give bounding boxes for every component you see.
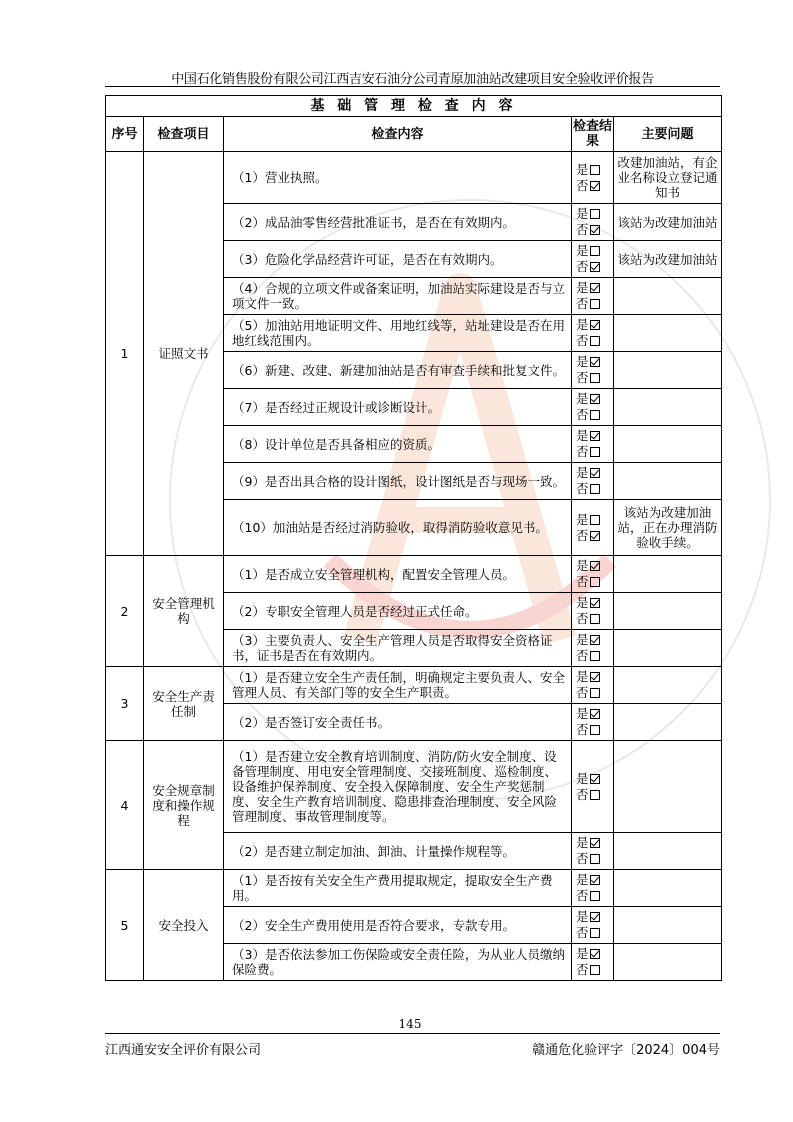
check-result	[572, 463, 614, 500]
table-row	[106, 870, 722, 907]
check-result	[572, 704, 614, 741]
check-content: （2）是否建立制定加油、卸油、计量操作规程等。	[224, 833, 572, 870]
report-header: 中国石化销售股份有限公司江西吉安石油分公司青原加油站改建项目安全验收评价报告	[171, 72, 654, 87]
check-content: （4）合规的立项文件或备案证明，加油站实际建设是否与立项文件一致。	[224, 278, 572, 315]
yes-label: 是	[576, 428, 589, 443]
page-number: 145	[398, 1017, 422, 1031]
table-row	[106, 556, 722, 593]
no-label: 否	[576, 962, 589, 977]
check-content: （2）专职安全管理人员是否经过正式任命。	[224, 593, 572, 630]
no-checkbox[interactable]	[590, 299, 600, 309]
yes-label: 是	[576, 465, 589, 480]
main-problem	[614, 630, 722, 667]
main-problem	[614, 870, 722, 907]
no-label: 否	[576, 685, 589, 700]
check-result	[572, 944, 614, 981]
main-problem: 该站为改建加油站	[614, 241, 722, 278]
inspection-table	[105, 95, 722, 981]
no-label: 否	[576, 296, 589, 311]
check-result	[572, 556, 614, 593]
check-content: （1）是否建立安全生产责任制，明确规定主要负责人、安全管理人员、有关部门等的安全生产职责。	[224, 667, 572, 704]
check-result	[572, 593, 614, 630]
no-checkbox[interactable]	[590, 447, 600, 457]
no-label: 否	[576, 222, 589, 237]
main-problem: 该站为改建加油站	[614, 204, 722, 241]
yes-label: 是	[576, 595, 589, 610]
yes-checkbox[interactable]	[590, 394, 600, 404]
main-problem	[614, 907, 722, 944]
group-item: 安全生产责任制	[144, 667, 224, 741]
check-content: （6）新建、改建、新建加油站是否有审查手续和批复文件。	[224, 352, 572, 389]
no-checkbox[interactable]	[590, 928, 600, 938]
check-content: （1）是否按有关安全生产费用提取规定，提取安全生产费用。	[224, 870, 572, 907]
no-label: 否	[576, 722, 589, 737]
yes-label: 是	[576, 770, 589, 786]
yes-checkbox[interactable]	[590, 672, 600, 682]
no-checkbox[interactable]	[590, 181, 600, 191]
yes-checkbox[interactable]	[590, 598, 600, 608]
check-result	[572, 907, 614, 944]
no-checkbox[interactable]	[590, 410, 600, 420]
group-number: 5	[106, 870, 144, 981]
yes-checkbox[interactable]	[590, 635, 600, 645]
table-body	[106, 152, 722, 981]
check-content: （8）设计单位是否具备相应的资质。	[224, 426, 572, 463]
check-content: （3）主要负责人、安全生产管理人员是否取得安全资格证书，证书是否在有效期内。	[224, 630, 572, 667]
col-header-item: 检查项目	[144, 117, 224, 152]
check-result	[572, 426, 614, 463]
check-result	[572, 630, 614, 667]
check-content: （7）是否经过正规设计或诊断设计。	[224, 389, 572, 426]
check-content: （2）是否签订安全责任书。	[224, 704, 572, 741]
yes-label: 是	[576, 909, 589, 924]
no-label: 否	[576, 851, 589, 866]
no-label: 否	[576, 648, 589, 663]
yes-checkbox[interactable]	[590, 431, 600, 441]
group-item: 安全管理机构	[144, 556, 224, 667]
yes-checkbox[interactable]	[590, 357, 600, 367]
no-checkbox[interactable]	[590, 225, 600, 235]
yes-label: 是	[576, 317, 589, 332]
check-result	[572, 500, 614, 556]
check-content: （2）安全生产费用使用是否符合要求，专款专用。	[224, 907, 572, 944]
no-label: 否	[576, 925, 589, 940]
col-header-no: 序号	[106, 117, 144, 152]
no-checkbox[interactable]	[590, 484, 600, 494]
no-label: 否	[576, 407, 589, 422]
no-label: 否	[576, 370, 589, 385]
check-result	[572, 870, 614, 907]
yes-checkbox[interactable]	[590, 246, 600, 256]
table-row	[106, 152, 722, 204]
check-result	[572, 667, 614, 704]
yes-label: 是	[576, 354, 589, 369]
col-header-result: 检查结果	[572, 117, 614, 152]
main-problem	[614, 741, 722, 833]
yes-checkbox[interactable]	[590, 515, 600, 525]
check-content: （5）加油站用地证明文件、用地红线等，站址建设是否在用地红线范围内。	[224, 315, 572, 352]
check-result	[572, 241, 614, 278]
yes-label: 是	[576, 511, 589, 527]
table-title: 基 础 管 理 检 查 内 容	[106, 96, 722, 117]
yes-checkbox[interactable]	[590, 320, 600, 330]
no-checkbox[interactable]	[590, 891, 600, 901]
no-checkbox[interactable]	[590, 854, 600, 864]
group-item: 安全投入	[144, 870, 224, 981]
no-checkbox[interactable]	[590, 531, 600, 541]
yes-checkbox[interactable]	[590, 709, 600, 719]
yes-checkbox[interactable]	[590, 838, 600, 848]
check-content: （1）是否成立安全管理机构，配置安全管理人员。	[224, 556, 572, 593]
yes-checkbox[interactable]	[590, 209, 600, 219]
yes-label: 是	[576, 632, 589, 647]
check-result	[572, 152, 614, 204]
yes-checkbox[interactable]	[590, 949, 600, 959]
yes-checkbox[interactable]	[590, 875, 600, 885]
main-problem	[614, 833, 722, 870]
yes-label: 是	[576, 391, 589, 406]
check-content: （3）是否依法参加工伤保险或安全责任险，为从业人员缴纳保险费。	[224, 944, 572, 981]
check-result	[572, 833, 614, 870]
yes-checkbox[interactable]	[590, 468, 600, 478]
main-problem	[614, 315, 722, 352]
main-problem	[614, 667, 722, 704]
col-header-content: 检查内容	[224, 117, 572, 152]
no-label: 否	[576, 481, 589, 496]
yes-label: 是	[576, 243, 589, 258]
yes-label: 是	[576, 558, 589, 573]
no-label: 否	[576, 786, 589, 802]
main-problem	[614, 944, 722, 981]
footer-company: 江西通安安全评价有限公司	[105, 1043, 262, 1058]
footer-rule	[105, 1033, 720, 1034]
no-label: 否	[576, 444, 589, 459]
yes-checkbox[interactable]	[590, 912, 600, 922]
main-problem: 该站为改建加油站，正在办理消防验收手续。	[614, 500, 722, 556]
check-result	[572, 204, 614, 241]
no-checkbox[interactable]	[590, 790, 600, 800]
no-checkbox[interactable]	[590, 651, 600, 661]
check-result	[572, 389, 614, 426]
check-content: （10）加油站是否经过消防验收，取得消防验收意见书。	[224, 500, 572, 556]
col-header-problem: 主要问题	[614, 117, 722, 152]
yes-checkbox[interactable]	[590, 283, 600, 293]
yes-checkbox[interactable]	[590, 561, 600, 571]
main-problem	[614, 278, 722, 315]
main-problem	[614, 426, 722, 463]
main-problem	[614, 556, 722, 593]
table-row	[106, 667, 722, 704]
group-item: 安全规章制度和操作规程	[144, 741, 224, 870]
no-label: 否	[576, 259, 589, 274]
yes-label: 是	[576, 669, 589, 684]
no-checkbox[interactable]	[590, 725, 600, 735]
yes-label: 是	[576, 161, 589, 177]
check-content: （1）营业执照。	[224, 152, 572, 204]
main-problem	[614, 389, 722, 426]
yes-label: 是	[576, 946, 589, 961]
yes-label: 是	[576, 706, 589, 721]
group-number: 4	[106, 741, 144, 870]
main-problem	[614, 704, 722, 741]
header-rule	[105, 86, 720, 87]
no-label: 否	[576, 333, 589, 348]
no-checkbox[interactable]	[590, 965, 600, 975]
yes-label: 是	[576, 872, 589, 887]
no-label: 否	[576, 888, 589, 903]
footer-doc-number: 赣通危化验评字〔2024〕004号	[532, 1043, 720, 1058]
check-content: （2）成品油零售经营批准证书，是否在有效期内。	[224, 204, 572, 241]
yes-label: 是	[576, 280, 589, 295]
main-problem	[614, 593, 722, 630]
no-checkbox[interactable]	[590, 262, 600, 272]
check-content: （1）是否建立安全教育培训制度、消防/防火安全制度、设备管理制度、用电安全管理制度、交接班制度、巡检制度、设备维护保养制度、安全投入保障制度、安全生产奖惩制度、安全生产教育培训制度、隐患排查治理制度、安全风险管理制度、事故管理制度等。	[224, 741, 572, 833]
no-checkbox[interactable]	[590, 577, 600, 587]
main-problem	[614, 463, 722, 500]
check-content: （9）是否出具合格的设计图纸，设计图纸是否与现场一致。	[224, 463, 572, 500]
group-item: 证照文书	[144, 152, 224, 556]
yes-checkbox[interactable]	[590, 165, 600, 175]
main-problem: 改建加油站，有企业名称设立登记通知书	[614, 152, 722, 204]
check-result	[572, 741, 614, 833]
check-result	[572, 315, 614, 352]
no-label: 否	[576, 611, 589, 626]
yes-label: 是	[576, 206, 589, 221]
no-checkbox[interactable]	[590, 373, 600, 383]
check-result	[572, 278, 614, 315]
no-label: 否	[576, 527, 589, 543]
no-label: 否	[576, 177, 589, 193]
no-label: 否	[576, 574, 589, 589]
group-number: 3	[106, 667, 144, 741]
check-content: （3）危险化学品经营许可证，是否在有效期内。	[224, 241, 572, 278]
table-row	[106, 741, 722, 833]
no-checkbox[interactable]	[590, 688, 600, 698]
no-checkbox[interactable]	[590, 614, 600, 624]
yes-checkbox[interactable]	[590, 774, 600, 784]
yes-label: 是	[576, 835, 589, 850]
group-number: 1	[106, 152, 144, 556]
group-number: 2	[106, 556, 144, 667]
no-checkbox[interactable]	[590, 336, 600, 346]
check-result	[572, 352, 614, 389]
main-problem	[614, 352, 722, 389]
